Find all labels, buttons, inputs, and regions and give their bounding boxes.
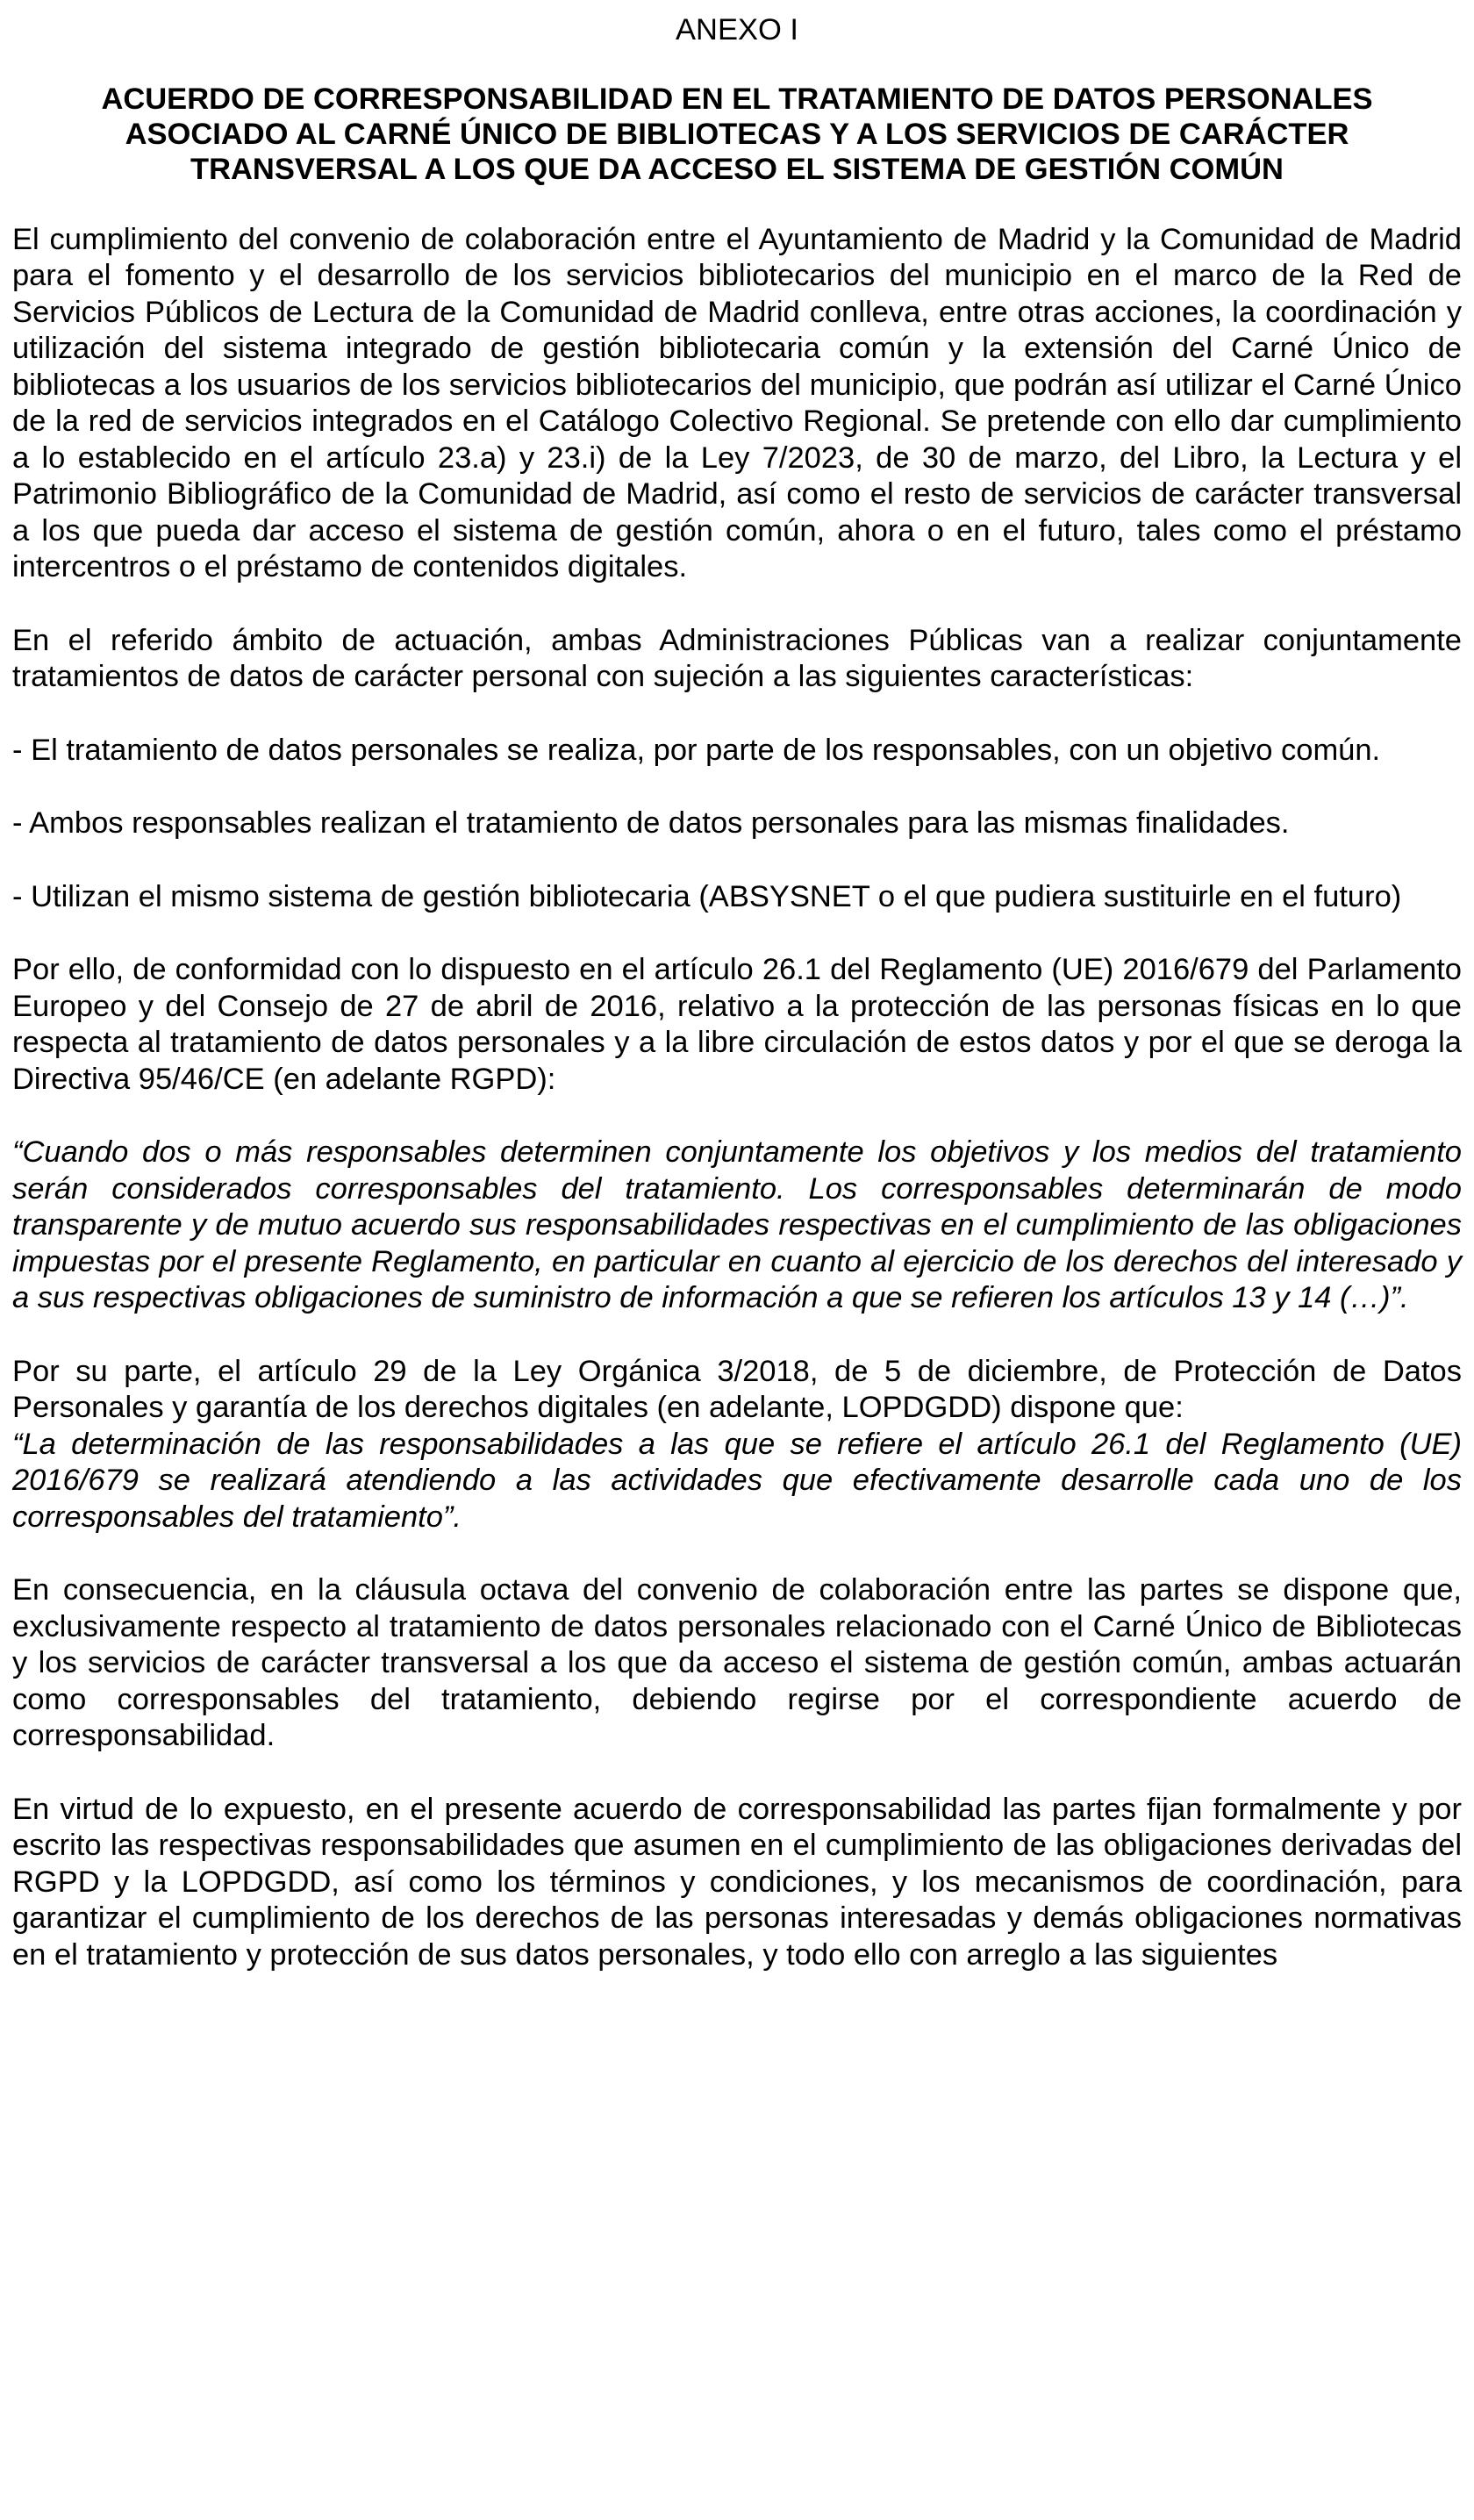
lopdgdd-quote: “La determinación de las responsabilidades a las que se refiere el artículo 26.1 del Reglamento (UE) 2016/679 se realizará atendiendo a las actividades que efectivamente desarrolle cada uno de los corresponsables del tratamiento”. bbox=[12, 1427, 1462, 1534]
characteristic-item-2: - Ambos responsables realizan el tratamiento de datos personales para las mismas finalidades. bbox=[12, 806, 1290, 840]
rgpd-intro-paragraph: Por ello, de conformidad con lo dispuesto en el artículo 26.1 del Reglamento (UE) 2016/679 del Parlamento Europeo y del Consejo de 27 de abril de 2016, relativo a la protección de las personas físicas en lo que respecta al tratamiento de datos personales y a la libre circulación de estos datos y por el que se deroga la Directiva 95/46/CE (en adelante RGPD): bbox=[12, 953, 1462, 1096]
title-line-2: ASOCIADO AL CARNÉ ÚNICO DE BIBLIOTECAS Y A LOS SERVICIOS DE CARÁCTER bbox=[125, 117, 1349, 151]
closing-paragraph: En virtud de lo expuesto, en el presente acuerdo de corresponsabilidad las partes fijan formalmente y por escrito las respectivas responsabilidades que asumen en el cumplimiento de las obligaciones derivadas del RGPD y la LOPDGDD, así como los términos y condiciones, y los mecanismos de coordinación, para garantizar el cumplimiento de los derechos de las personas interesadas y demás obligaciones normativas en el tratamiento y protección de sus datos personales, y todo ello con arreglo a las siguientes bbox=[12, 1792, 1462, 1972]
scope-paragraph: En el referido ámbito de actuación, ambas Administraciones Públicas van a realizar conjuntamente tratamientos de datos de carácter personal con sujeción a las siguientes características: bbox=[12, 623, 1462, 693]
document-title bbox=[12, 82, 1462, 187]
lopdgdd-intro-paragraph: Por su parte, el artículo 29 de la Ley Orgánica 3/2018, de 5 de diciembre, de Protección de Datos Personales y garantía de los derechos digitales (en adelante, LOPDGDD) dispone que: bbox=[12, 1354, 1462, 1424]
title-line-1: ACUERDO DE CORRESPONSABILIDAD EN EL TRATAMIENTO DE DATOS PERSONALES bbox=[101, 82, 1373, 116]
rgpd-quote: “Cuando dos o más responsables determinen conjuntamente los objetivos y los medios del tratamiento serán considerados corresponsables del tratamiento. Los corresponsables determinarán de modo transparente y de mutuo acuerdo sus responsabilidades respectivas en el cumplimiento de las obligaciones impuestas por el presente Reglamento, en particular en cuanto al ejercicio de los derechos del interesado y a sus respectivas obligaciones de suministro de información a que se refieren los artículos 13 y 14 (…)”. bbox=[12, 1135, 1462, 1314]
characteristic-item-3: - Utilizan el mismo sistema de gestión bibliotecaria (ABSYSNET o el que pudiera sustituirle en el futuro) bbox=[12, 879, 1402, 913]
consequence-paragraph: En consecuencia, en la cláusula octava del convenio de colaboración entre las partes se dispone que, exclusivamente respecto al tratamiento de datos personales relacionado con el Carné Único de Bibliotecas y los servicios de carácter transversal a los que da acceso el sistema de gestión común, ambas actuarán como corresponsables del tratamiento, debiendo regirse por el correspondiente acuerdo de corresponsabilidad. bbox=[12, 1573, 1462, 1752]
characteristic-item-1: - El tratamiento de datos personales se realiza, por parte de los responsables, con un objetivo común. bbox=[12, 733, 1381, 767]
annex-heading: ANEXO I bbox=[676, 13, 798, 47]
intro-paragraph: El cumplimiento del convenio de colaboración entre el Ayuntamiento de Madrid y la Comunidad de Madrid para el fomento y el desarrollo de los servicios bibliotecarios del municipio en el marco de la Red de Servicios Públicos de Lectura de la Comunidad de Madrid conlleva, entre otras acciones, la coordinación y utilización del sistema integrado de gestión bibliotecaria común y la extensión del Carné Único de bibliotecas a los usuarios de los servicios bibliotecarios del municipio, que podrán así utilizar el Carné Único de la red de servicios integrados en el Catálogo Colectivo Regional. Se pretende con ello dar cumplimiento a lo establecido en el artículo 23.a) y 23.i) de la Ley 7/2023, de 30 de marzo, del Libro, la Lectura y el Patrimonio Bibliográfico de la Comunidad de Madrid, así como el resto de servicios de carácter transversal a los que pueda dar acceso el sistema de gestión común, ahora o en el futuro, tales como el préstamo intercentros o el préstamo de contenidos digitales. bbox=[12, 222, 1462, 583]
title-line-3: TRANSVERSAL A LOS QUE DA ACCESO EL SISTEMA DE GESTIÓN COMÚN bbox=[190, 152, 1284, 186]
document-page bbox=[12, 12, 1462, 1973]
